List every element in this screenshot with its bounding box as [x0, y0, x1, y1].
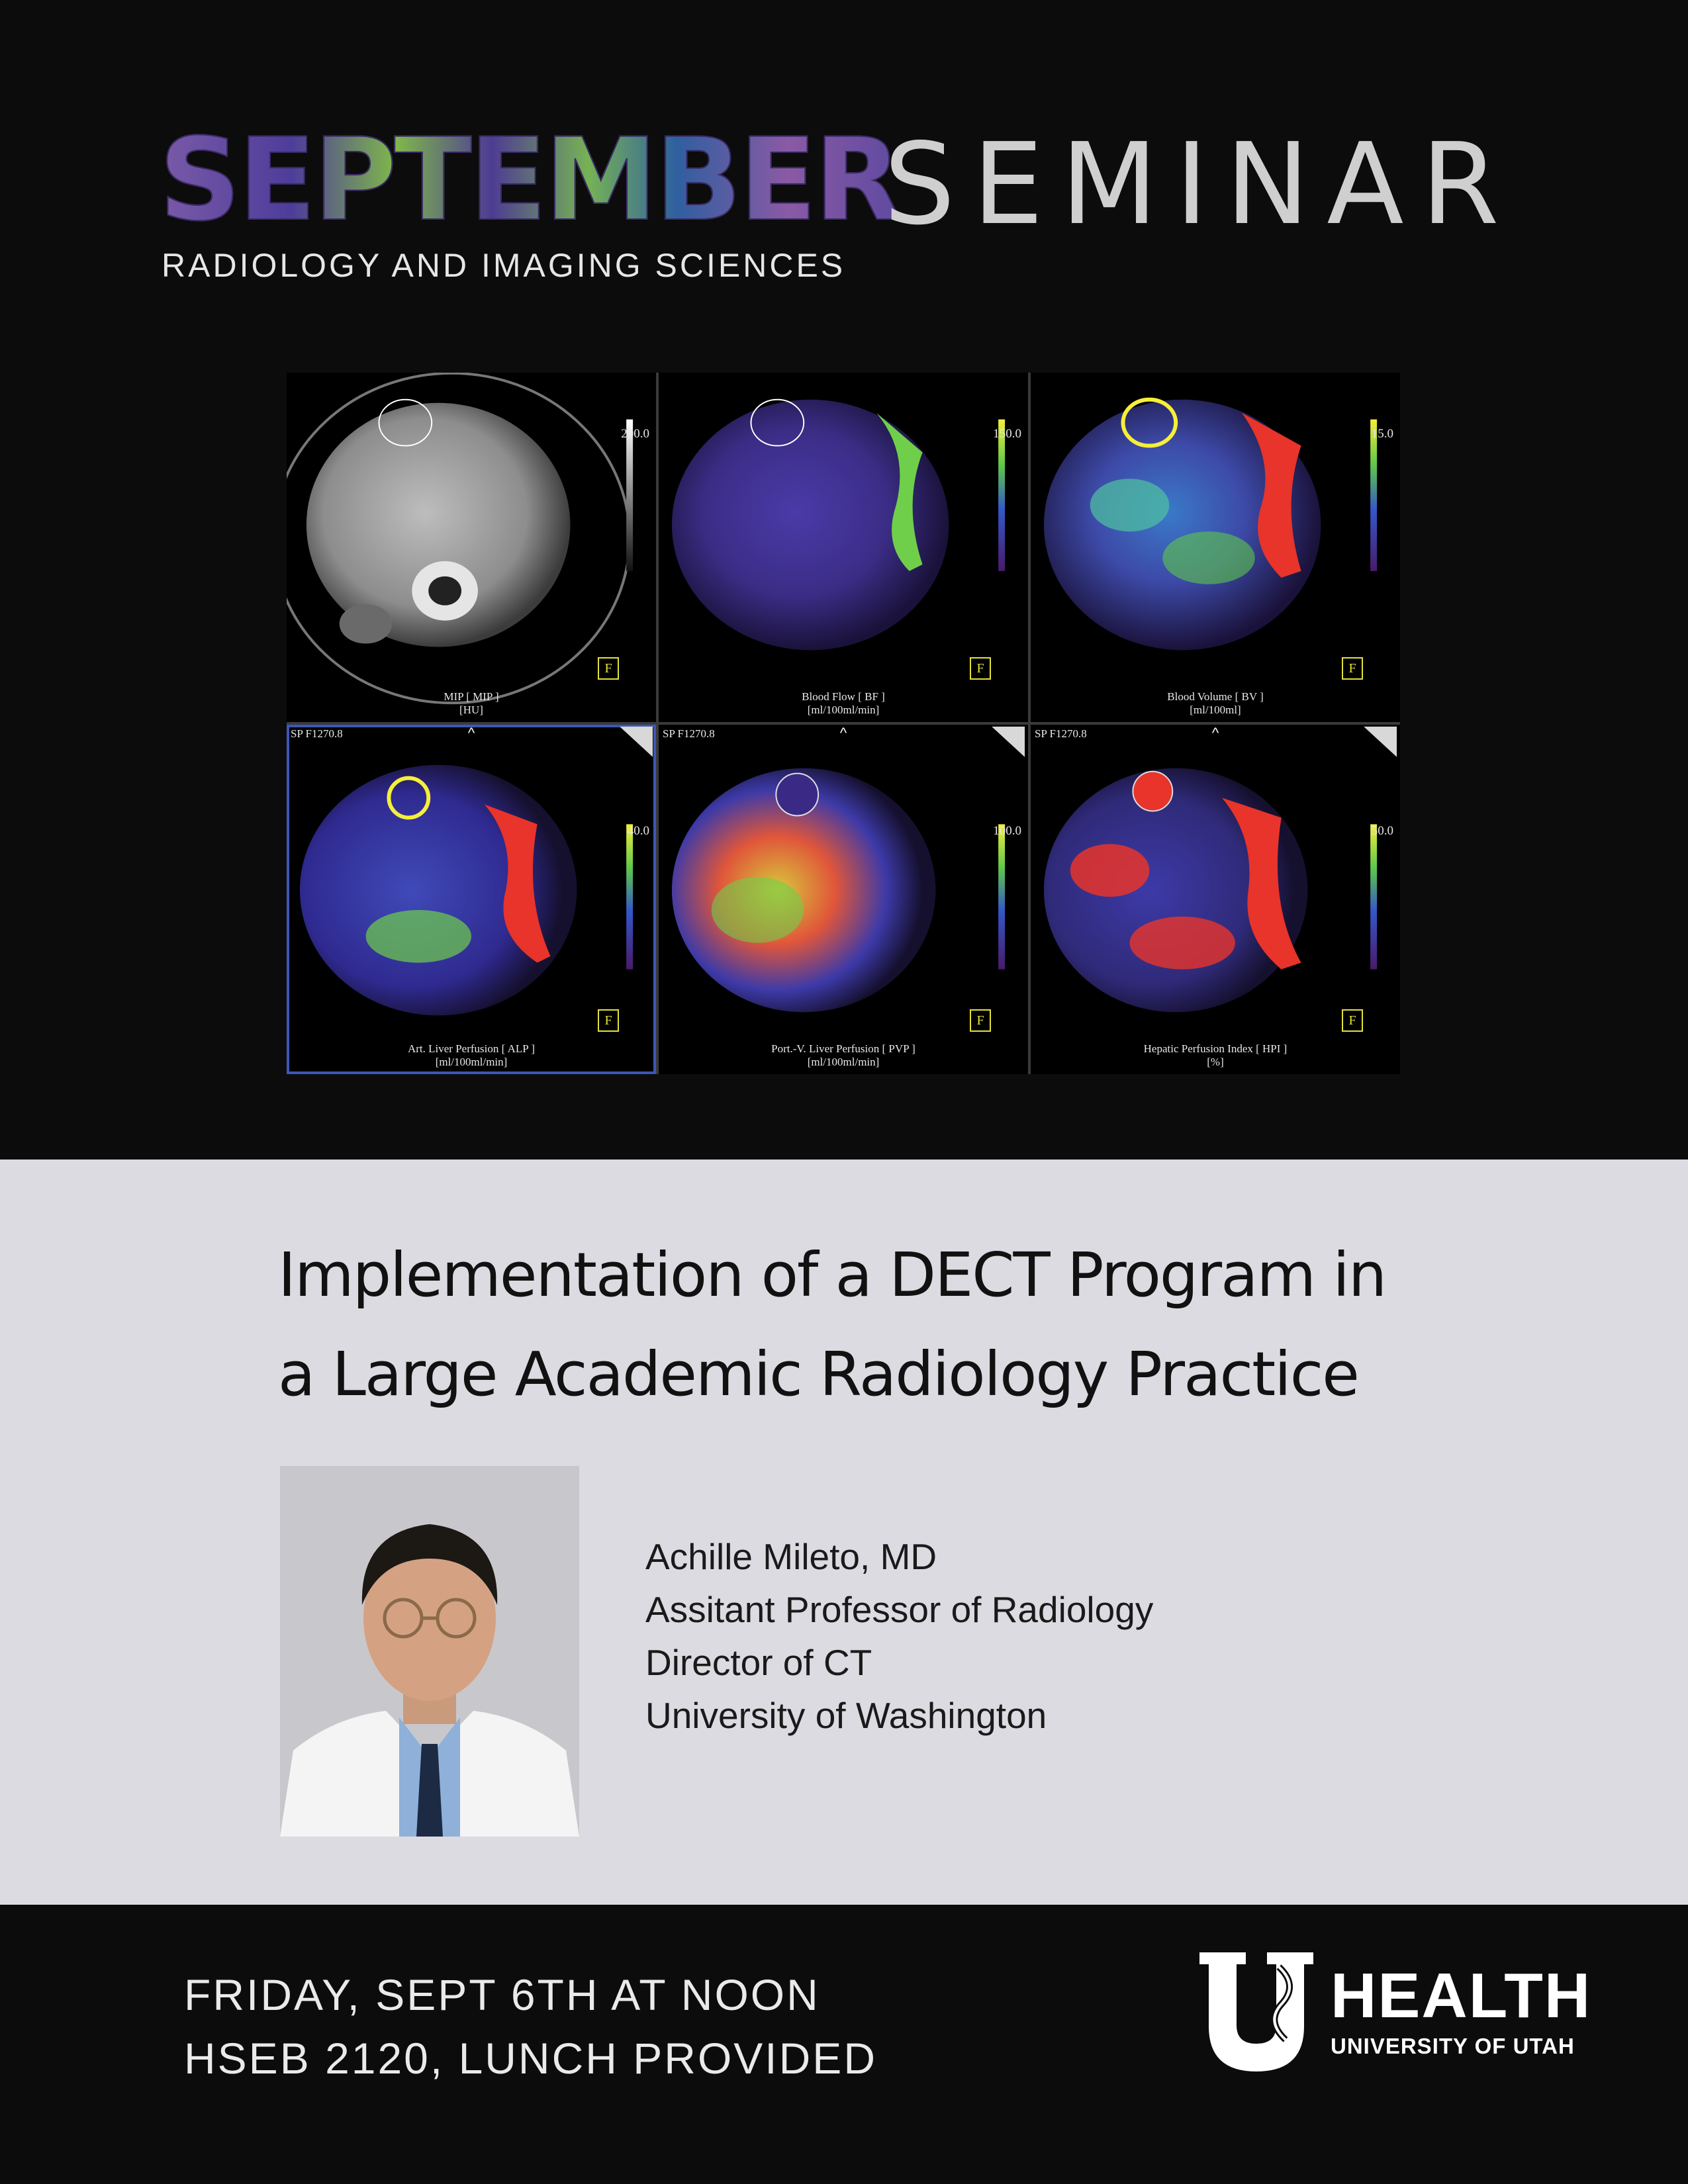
- series-label: SP F1270.8: [291, 727, 343, 740]
- speaker-role: Director of CT: [645, 1642, 872, 1683]
- scan-panel-blood-flow: [659, 373, 1028, 722]
- scan-panel-mip: [287, 373, 656, 722]
- scale-max-value: 100.0: [993, 824, 1021, 838]
- panel-caption: Art. Liver Perfusion [ ALP ] [ml/100ml/min]: [407, 1042, 535, 1068]
- scale-max-value: 150.0: [993, 427, 1021, 441]
- f-marker-icon: F: [1342, 657, 1363, 680]
- logo-wordmark: HEALTH: [1331, 1960, 1592, 2031]
- speaker-name: Achille Mileto, MD: [645, 1536, 937, 1577]
- series-label: SP F1270.8: [663, 727, 715, 740]
- scan-panel-hpi: [1031, 725, 1400, 1074]
- scan-panel-pvp: [659, 725, 1028, 1074]
- panel-caption: Blood Flow [ BF ] [ml/100ml/min]: [802, 690, 885, 716]
- scale-max-value: 200.0: [621, 427, 649, 441]
- speaker-title: Assitant Professor of Radiology: [645, 1589, 1154, 1630]
- scan-panel-blood-volume: [1031, 373, 1400, 722]
- speaker-photo: [280, 1466, 579, 1837]
- scale-max-value: 15.0: [1371, 427, 1393, 441]
- f-marker-icon: F: [970, 1009, 991, 1032]
- caret-up-icon: ^: [839, 725, 847, 741]
- event-footer: [0, 1905, 1688, 2184]
- scan-panel-alp: [287, 725, 656, 1074]
- panel-caption: Blood Volume [ BV ] [ml/100ml]: [1167, 690, 1264, 716]
- caret-up-icon: ^: [467, 725, 475, 741]
- f-marker-icon: F: [1342, 1009, 1363, 1032]
- panel-caption: Port.-V. Liver Perfusion [ PVP ] [ml/100ml/min]: [771, 1042, 915, 1068]
- panel-caption: MIP [ MIP ] [HU]: [444, 690, 499, 716]
- event-location: HSEB 2120, LUNCH PROVIDED: [184, 2034, 877, 2083]
- health-logo: [1331, 1960, 1592, 2061]
- talk-title: Implementation of a DECT Program in a Large Academic Radiology Practice: [278, 1240, 1386, 1410]
- talk-section: [0, 1160, 1688, 1905]
- f-marker-icon: F: [598, 1009, 619, 1032]
- speaker-portrait-image: [280, 1466, 579, 1837]
- department-subtitle: RADIOLOGY AND IMAGING SCIENCES: [162, 247, 846, 284]
- speaker-details: [645, 1530, 1153, 1742]
- event-datetime: FRIDAY, SEPT 6TH AT NOON: [184, 1970, 820, 2019]
- caret-up-icon: ^: [1211, 725, 1219, 741]
- event-details: [184, 1963, 877, 2090]
- university-of-utah-u-icon: [1199, 1952, 1313, 2071]
- seminar-title: SEMINAR: [884, 119, 1517, 250]
- speaker-institution: University of Washington: [645, 1695, 1047, 1736]
- month-title: SEPTEMBER: [159, 113, 900, 246]
- scale-max-value: 50.0: [1371, 824, 1393, 838]
- perfusion-scan-grid: [287, 373, 1400, 1074]
- f-marker-icon: F: [970, 657, 991, 680]
- series-label: SP F1270.8: [1035, 727, 1087, 740]
- scale-max-value: 40.0: [627, 824, 649, 838]
- f-marker-icon: F: [598, 657, 619, 680]
- panel-caption: Hepatic Perfusion Index [ HPI ] [%]: [1143, 1042, 1288, 1068]
- logo-institution: UNIVERSITY OF UTAH: [1331, 2034, 1575, 2058]
